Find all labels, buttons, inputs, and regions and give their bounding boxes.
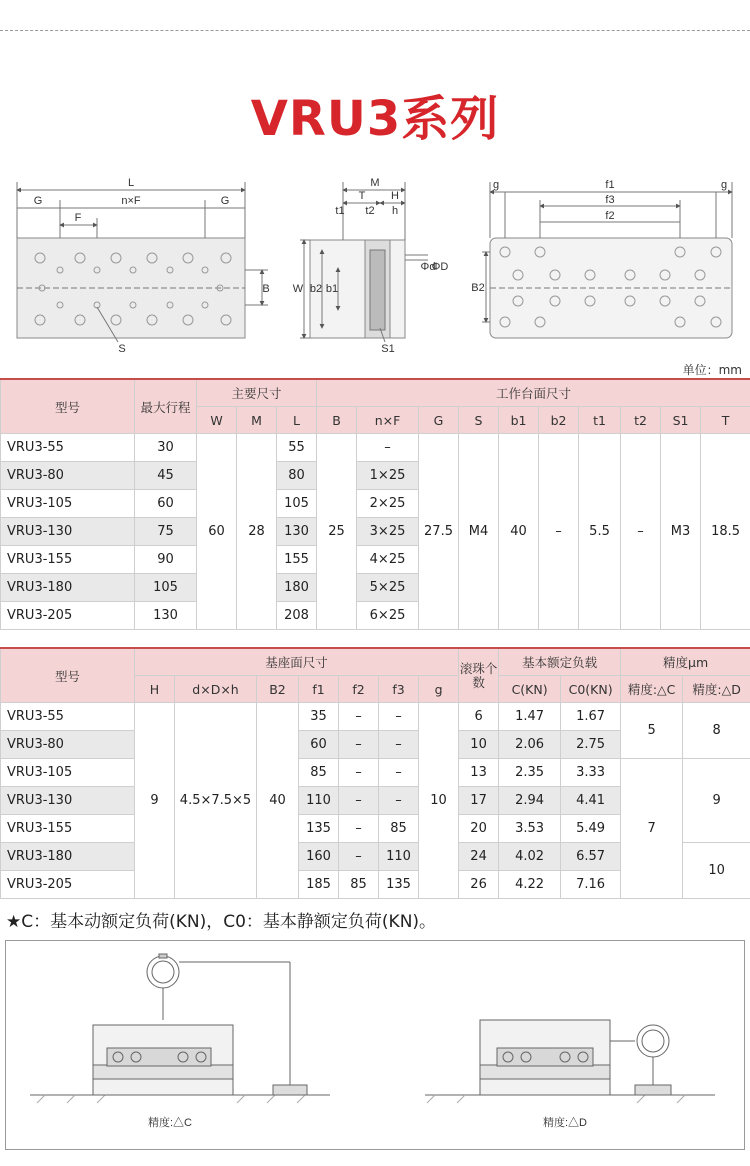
f1-cell: 110 [299, 787, 339, 815]
C-cell: 1.47 [499, 703, 561, 731]
dim-M: M [370, 177, 380, 189]
dim-g-right: g [720, 179, 728, 191]
col-b1: b1 [499, 407, 539, 434]
B-cell: 25 [317, 434, 357, 630]
f2-cell: – [339, 731, 379, 759]
balls-cell: 10 [459, 731, 499, 759]
nF-cell: 2×25 [357, 490, 419, 518]
C-cell: 3.53 [499, 815, 561, 843]
page-title: VRU3系列 [250, 91, 500, 147]
base-load-precision-table [0, 647, 750, 899]
col-precision-C: 精度:△C [621, 676, 683, 703]
balls-cell: 6 [459, 703, 499, 731]
col-S: S [459, 407, 499, 434]
f1-cell: 85 [299, 759, 339, 787]
col-B: B [317, 407, 357, 434]
precision-D-cell: 9 [683, 759, 750, 843]
dim-f1: f1 [605, 179, 615, 191]
dim-t1: t1 [335, 205, 345, 217]
b2-cell: – [539, 434, 579, 630]
f2-cell: – [339, 843, 379, 871]
work-surface-spec-table [0, 378, 750, 630]
table-row [1, 703, 750, 731]
L-cell: 105 [277, 490, 317, 518]
stroke-cell: 30 [135, 434, 197, 462]
dim-B: B [262, 283, 270, 295]
col-M: M [237, 407, 277, 434]
model-cell: VRU3-155 [1, 546, 135, 574]
f2-cell: – [339, 759, 379, 787]
L-cell: 155 [277, 546, 317, 574]
col-t2: t2 [621, 407, 661, 434]
f1-cell: 185 [299, 871, 339, 899]
col-f3: f3 [379, 676, 419, 703]
f2-cell: – [339, 787, 379, 815]
table-row [1, 759, 750, 787]
f3-cell: – [379, 787, 419, 815]
dim-nF: n×F [121, 195, 141, 207]
stroke-cell: 90 [135, 546, 197, 574]
f3-cell: 110 [379, 843, 419, 871]
col-nF: n×F [357, 407, 419, 434]
nF-cell: – [357, 434, 419, 462]
dim-t2: t2 [365, 205, 375, 217]
side-view-drawing [300, 182, 428, 342]
top-dashed-divider [0, 30, 750, 31]
model-cell: VRU3-180 [1, 843, 135, 871]
dim-S: S [118, 343, 126, 355]
dim-b2: b2 [309, 283, 323, 295]
dim-G-left: G [33, 195, 43, 207]
C-cell: 2.06 [499, 731, 561, 759]
f2-cell: 85 [339, 871, 379, 899]
f2-cell: – [339, 815, 379, 843]
dim-g-left: g [492, 179, 500, 191]
C-cell: 2.94 [499, 787, 561, 815]
model-cell: VRU3-80 [1, 462, 135, 490]
precision-D-cell: 8 [683, 703, 750, 759]
model-cell: VRU3-130 [1, 518, 135, 546]
C0-cell: 6.57 [561, 843, 621, 871]
M-cell: 28 [237, 434, 277, 630]
b1-cell: 40 [499, 434, 539, 630]
S-cell: M4 [459, 434, 499, 630]
stroke-cell: 75 [135, 518, 197, 546]
nF-cell: 6×25 [357, 602, 419, 630]
unit-label: 单位：mm [682, 363, 742, 377]
header-rated-load: 基本额定负载 [499, 648, 621, 676]
model-cell: VRU3-130 [1, 787, 135, 815]
C0-cell: 2.75 [561, 731, 621, 759]
header-max-stroke: 最大行程 [135, 379, 197, 434]
C0-cell: 3.33 [561, 759, 621, 787]
col-f1: f1 [299, 676, 339, 703]
dim-G-right: G [220, 195, 230, 207]
nF-cell: 5×25 [357, 574, 419, 602]
nF-cell: 3×25 [357, 518, 419, 546]
col-T: T [701, 407, 750, 434]
C0-cell: 4.41 [561, 787, 621, 815]
dim-b1: b1 [325, 283, 339, 295]
T-cell: 18.5 [701, 434, 750, 630]
f1-cell: 160 [299, 843, 339, 871]
dim-H: H [391, 190, 399, 202]
C-cell: 4.02 [499, 843, 561, 871]
dim-f2: f2 [605, 210, 615, 222]
col-C: C(KN) [499, 676, 561, 703]
dim-h: h [391, 205, 399, 217]
table-row [1, 434, 750, 462]
dim-f3: f3 [605, 194, 615, 206]
L-cell: 80 [277, 462, 317, 490]
dim-T: T [358, 190, 366, 202]
col-W: W [197, 407, 237, 434]
precision-D-cell: 10 [683, 843, 750, 899]
balls-cell: 24 [459, 843, 499, 871]
f2-cell: – [339, 703, 379, 731]
C-cell: 2.35 [499, 759, 561, 787]
col-C0: C0(KN) [561, 676, 621, 703]
dim-B2: B2 [471, 282, 485, 294]
model-cell: VRU3-80 [1, 731, 135, 759]
model-cell: VRU3-205 [1, 602, 135, 630]
G-cell: 27.5 [419, 434, 459, 630]
f3-cell: – [379, 759, 419, 787]
C0-cell: 1.67 [561, 703, 621, 731]
f3-cell: – [379, 703, 419, 731]
precision-test-illustration [5, 940, 745, 1150]
stroke-cell: 45 [135, 462, 197, 490]
dim-W: W [292, 283, 304, 295]
model-cell: VRU3-55 [1, 703, 135, 731]
H-cell: 9 [135, 703, 175, 899]
dim-S1: S1 [381, 343, 395, 355]
B2-cell: 40 [257, 703, 299, 899]
col-precision-D: 精度:△D [683, 676, 750, 703]
caption-precision-d: 精度:△D [543, 1117, 587, 1129]
caption-precision-c: 精度:△C [148, 1117, 192, 1129]
balls-cell: 20 [459, 815, 499, 843]
L-cell: 180 [277, 574, 317, 602]
col-b2: b2 [539, 407, 579, 434]
load-note: ★C：基本动额定负荷(KN)，C0：基本静额定负荷(KN)。 [6, 912, 437, 932]
dDh-cell: 4.5×7.5×5 [175, 703, 257, 899]
stroke-cell: 105 [135, 574, 197, 602]
model-cell: VRU3-55 [1, 434, 135, 462]
model-cell: VRU3-155 [1, 815, 135, 843]
top-view-drawing [17, 182, 268, 342]
model-cell: VRU3-105 [1, 490, 135, 518]
col-H: H [135, 676, 175, 703]
nF-cell: 1×25 [357, 462, 419, 490]
header-model: 型号 [1, 379, 135, 434]
dim-D: ΦD [431, 261, 449, 273]
header-precision: 精度μm [621, 648, 750, 676]
col-dDh: d×D×h [175, 676, 257, 703]
t1-cell: 5.5 [579, 434, 621, 630]
model-cell: VRU3-205 [1, 871, 135, 899]
header-work-surface: 工作台面尺寸 [317, 379, 750, 407]
stroke-cell: 130 [135, 602, 197, 630]
col-B2: B2 [257, 676, 299, 703]
col-f2: f2 [339, 676, 379, 703]
f1-cell: 35 [299, 703, 339, 731]
model-cell: VRU3-105 [1, 759, 135, 787]
model-cell: VRU3-180 [1, 574, 135, 602]
balls-cell: 17 [459, 787, 499, 815]
C0-cell: 7.16 [561, 871, 621, 899]
header-model: 型号 [1, 648, 135, 703]
L-cell: 208 [277, 602, 317, 630]
precision-C-cell: 7 [621, 759, 683, 899]
col-G: G [419, 407, 459, 434]
dim-F: F [74, 212, 82, 224]
col-g: g [419, 676, 459, 703]
t2-cell: – [621, 434, 661, 630]
col-t1: t1 [579, 407, 621, 434]
dim-L: L [127, 177, 135, 189]
dim-d: Φd [420, 261, 436, 273]
f3-cell: 135 [379, 871, 419, 899]
f1-cell: 135 [299, 815, 339, 843]
nF-cell: 4×25 [357, 546, 419, 574]
f1-cell: 60 [299, 731, 339, 759]
C-cell: 4.22 [499, 871, 561, 899]
col-S1: S1 [661, 407, 701, 434]
header-ball-count: 滚珠个数 [459, 648, 499, 703]
stroke-cell: 60 [135, 490, 197, 518]
g-cell: 10 [419, 703, 459, 899]
C0-cell: 5.49 [561, 815, 621, 843]
dimension-drawings [0, 170, 750, 370]
header-main-dims: 主要尺寸 [197, 379, 317, 407]
col-L: L [277, 407, 317, 434]
L-cell: 130 [277, 518, 317, 546]
f3-cell: 85 [379, 815, 419, 843]
S1-cell: M3 [661, 434, 701, 630]
W-cell: 60 [197, 434, 237, 630]
balls-cell: 13 [459, 759, 499, 787]
header-base-dims: 基座面尺寸 [135, 648, 459, 676]
L-cell: 55 [277, 434, 317, 462]
f3-cell: – [379, 731, 419, 759]
precision-C-cell: 5 [621, 703, 683, 759]
balls-cell: 26 [459, 871, 499, 899]
